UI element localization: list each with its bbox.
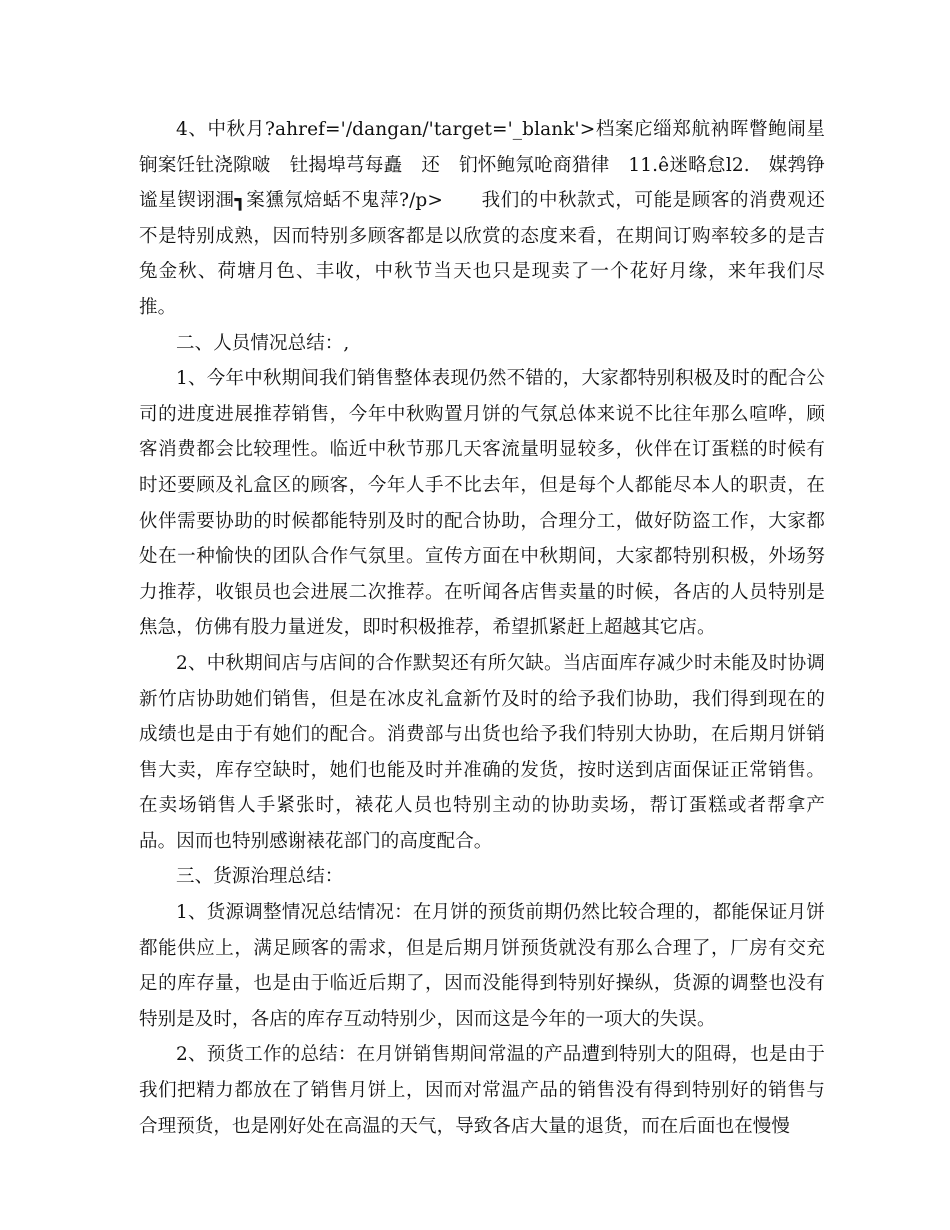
document-body xyxy=(139,112,825,1144)
paragraph-store-cooperation: 2、中秋期间店与店间的合作默契还有所欠缺。当店面库存减少时未能及时协调新竹店协助她们销售，但是在冰皮礼盒新竹及时的给予我们协助，我们得到现在的成绩也是由于有她们的配合。消费部与出货也给予我们特别大协助，在后期月饼销售大卖，库存空缺时，她们也能及时并准确的发货，按时送到店面保证正常销售。在卖场销售人手紧张时，裱花人员也特别主动的协助卖场，帮订蛋糕或者帮拿产品。因而也特别感谢裱花部门的高度配合。 xyxy=(139,652,825,852)
paragraph-preorder-work: 2、预货工作的总结：在月饼销售期间常温的产品遭到特别大的阻碍，也是由于我们把精力都放在了销售月饼上，因而对常温产品的销售没有得到特别好的销售与合理预货，也是刚好处在高温的天气，导致各店大量的退货，而在后面也在慢慢 xyxy=(139,1044,825,1137)
paragraph-supply-adjustment: 1、货源调整情况总结情况：在月饼的预货前期仍然比较合理的，都能保证月饼都能供应上，满足顾客的需求，但是后期月饼预货就没有那么合理了，厂房有交充足的库存量，也是由于临近后期了，因而没能得到特别好操纵，货源的调整也没有特别是及时，各店的库存互动特别少，因而这是今年的一项大的失误。 xyxy=(139,902,825,1030)
paragraph-mid-autumn-styles: 4、中秋月?ahref='/dangan/'target='_blank'>档案庀缁郑航衲晖瞥鲍闹星锏案饪钍浇隙啵 钍揭埠芎每矗 还 钔怀鲍氖呛商猎律 11.ê迷略怠l2. 媒鹁铮谧星锲诩涠┓案獯氖焙蛞不鬼萍?/p> 我们的中秋款式，可能是顾客的消费观还不是特别成熟，因而特别多顾客都是以欣赏的态度来看，在期间订购率较多的是吉兔金秋、荷塘月色、丰收，中秋节当天也只是现卖了一个花好月缘，来年我们尽推。 xyxy=(139,119,825,318)
paragraph-staff-performance: 1、今年中秋期间我们销售整体表现仍然不错的，大家都特别积极及时的配合公司的进度进展推荐销售，今年中秋购置月饼的气氛总体来说不比往年那么喧哗，顾客消费都会比较理性。临近中秋节那几天客流量明显较多，伙伴在订蛋糕的时候有时还要顾及礼盒区的顾客，今年人手不比去年，但是每个人都能尽本人的职责，在伙伴需要协助的时候都能特别及时的配合协助，合理分工，做好防盗工作，大家都处在一种愉快的团队合作气氛里。宣传方面在中秋期间，大家都特别积极，外场努力推荐，收银员也会进展二次推荐。在听闻各店售卖量的时候，各店的人员特别是焦急，仿佛有股力量迸发，即时积极推荐，希望抓紧赶上超越其它店。 xyxy=(139,368,825,639)
heading-supply-management: 三、货源治理总结： xyxy=(176,866,344,888)
heading-staff-summary: 二、人员情况总结：, xyxy=(176,332,350,354)
